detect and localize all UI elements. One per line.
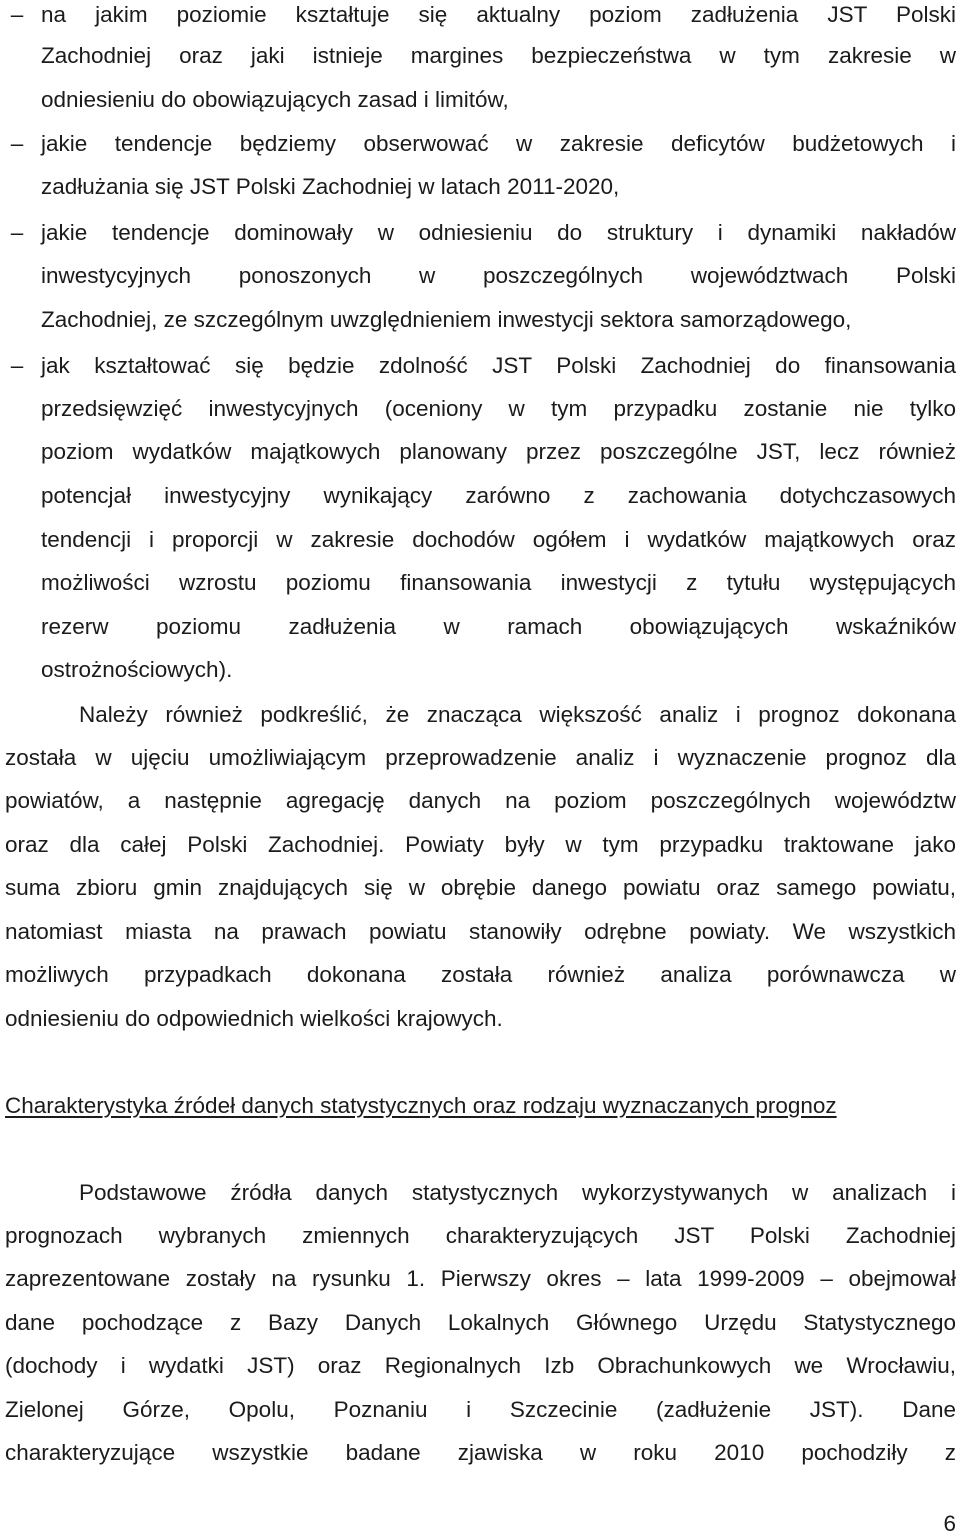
bullet-dash: –	[10, 353, 24, 378]
paragraph-line: powiatów, a następnie agregację danych na poziom poszczególnych województw	[5, 788, 956, 813]
bullet-line: przedsięwzięć inwestycyjnych (oceniony w tym przypadku zostanie nie tylko	[41, 396, 956, 421]
bullet-line: inwestycyjnych ponoszonych w poszczególnych województwach Polski	[41, 263, 956, 288]
bullet-line: odniesieniu do obowiązujących zasad i limitów,	[41, 87, 509, 112]
bullet-line: jak kształtować się będzie zdolność JST Polski Zachodniej do finansowania	[41, 353, 956, 378]
page-number: 6	[943, 1511, 956, 1536]
bullet-line: zadłużania się JST Polski Zachodniej w latach 2011-2020,	[41, 174, 620, 199]
paragraph-line: zaprezentowane zostały na rysunku 1. Pierwszy okres – lata 1999-2009 – obejmował	[5, 1266, 956, 1291]
paragraph-line: Należy również podkreślić, że znacząca większość analiz i prognoz dokonana	[79, 702, 956, 727]
bullet-dash: –	[10, 131, 24, 156]
bullet-line: tendencji i proporcji w zakresie dochodów ogółem i wydatków majątkowych oraz	[41, 527, 956, 552]
paragraph-line: odniesieniu do odpowiednich wielkości krajowych.	[5, 1006, 503, 1031]
bullet-dash: –	[10, 2, 24, 27]
paragraph-line: (dochody i wydatki JST) oraz Regionalnych Izb Obrachunkowych we Wrocławiu,	[5, 1353, 956, 1378]
paragraph-line: Podstawowe źródła danych statystycznych wykorzystywanych w analizach i	[79, 1180, 956, 1205]
bullet-line: możliwości wzrostu poziomu finansowania inwestycji z tytułu występujących	[41, 570, 956, 595]
paragraph-line: dane pochodzące z Bazy Danych Lokalnych Głównego Urzędu Statystycznego	[5, 1310, 956, 1335]
paragraph-line: prognozach wybranych zmiennych charakteryzujących JST Polski Zachodniej	[5, 1223, 956, 1248]
paragraph-line: charakteryzujące wszystkie badane zjawiska w roku 2010 pochodziły z	[5, 1440, 956, 1465]
bullet-line: ostrożnościowych).	[41, 657, 233, 682]
bullet-line: potencjał inwestycyjny wynikający zarówno z zachowania dotychczasowych	[41, 483, 956, 508]
bullet-line: Zachodniej, ze szczególnym uwzględnieniem inwestycji sektora samorządowego,	[41, 307, 852, 332]
bullet-line: jakie tendencje dominowały w odniesieniu do struktury i dynamiki nakładów	[41, 220, 956, 245]
paragraph-line: oraz dla całej Polski Zachodniej. Powiaty były w tym przypadku traktowane jako	[5, 832, 956, 857]
bullet-line: jakie tendencje będziemy obserwować w zakresie deficytów budżetowych i	[41, 131, 956, 156]
bullet-line: na jakim poziomie kształtuje się aktualny poziom zadłużenia JST Polski	[41, 2, 956, 27]
paragraph-line: możliwych przypadkach dokonana została również analiza porównawcza w	[5, 962, 956, 987]
paragraph-line: natomiast miasta na prawach powiatu stanowiły odrębne powiaty. We wszystkich	[5, 919, 956, 944]
bullet-line: poziom wydatków majątkowych planowany przez poszczególne JST, lecz również	[41, 439, 956, 464]
paragraph-line: Zielonej Górze, Opolu, Poznaniu i Szczecinie (zadłużenie JST). Dane	[5, 1397, 956, 1422]
bullet-dash: –	[10, 220, 24, 245]
bullet-line: rezerw poziomu zadłużenia w ramach obowiązujących wskaźników	[41, 614, 956, 639]
bullet-line: Zachodniej oraz jaki istnieje margines bezpieczeństwa w tym zakresie w	[41, 43, 956, 68]
paragraph-line: została w ujęciu umożliwiającym przeprowadzenie analiz i wyznaczenie prognoz dla	[5, 745, 956, 770]
paragraph-line: suma zbioru gmin znajdujących się w obrębie danego powiatu oraz samego powiatu,	[5, 875, 956, 900]
section-heading: Charakterystyka źródeł danych statystycznych oraz rodzaju wyznaczanych prognoz	[5, 1093, 837, 1118]
